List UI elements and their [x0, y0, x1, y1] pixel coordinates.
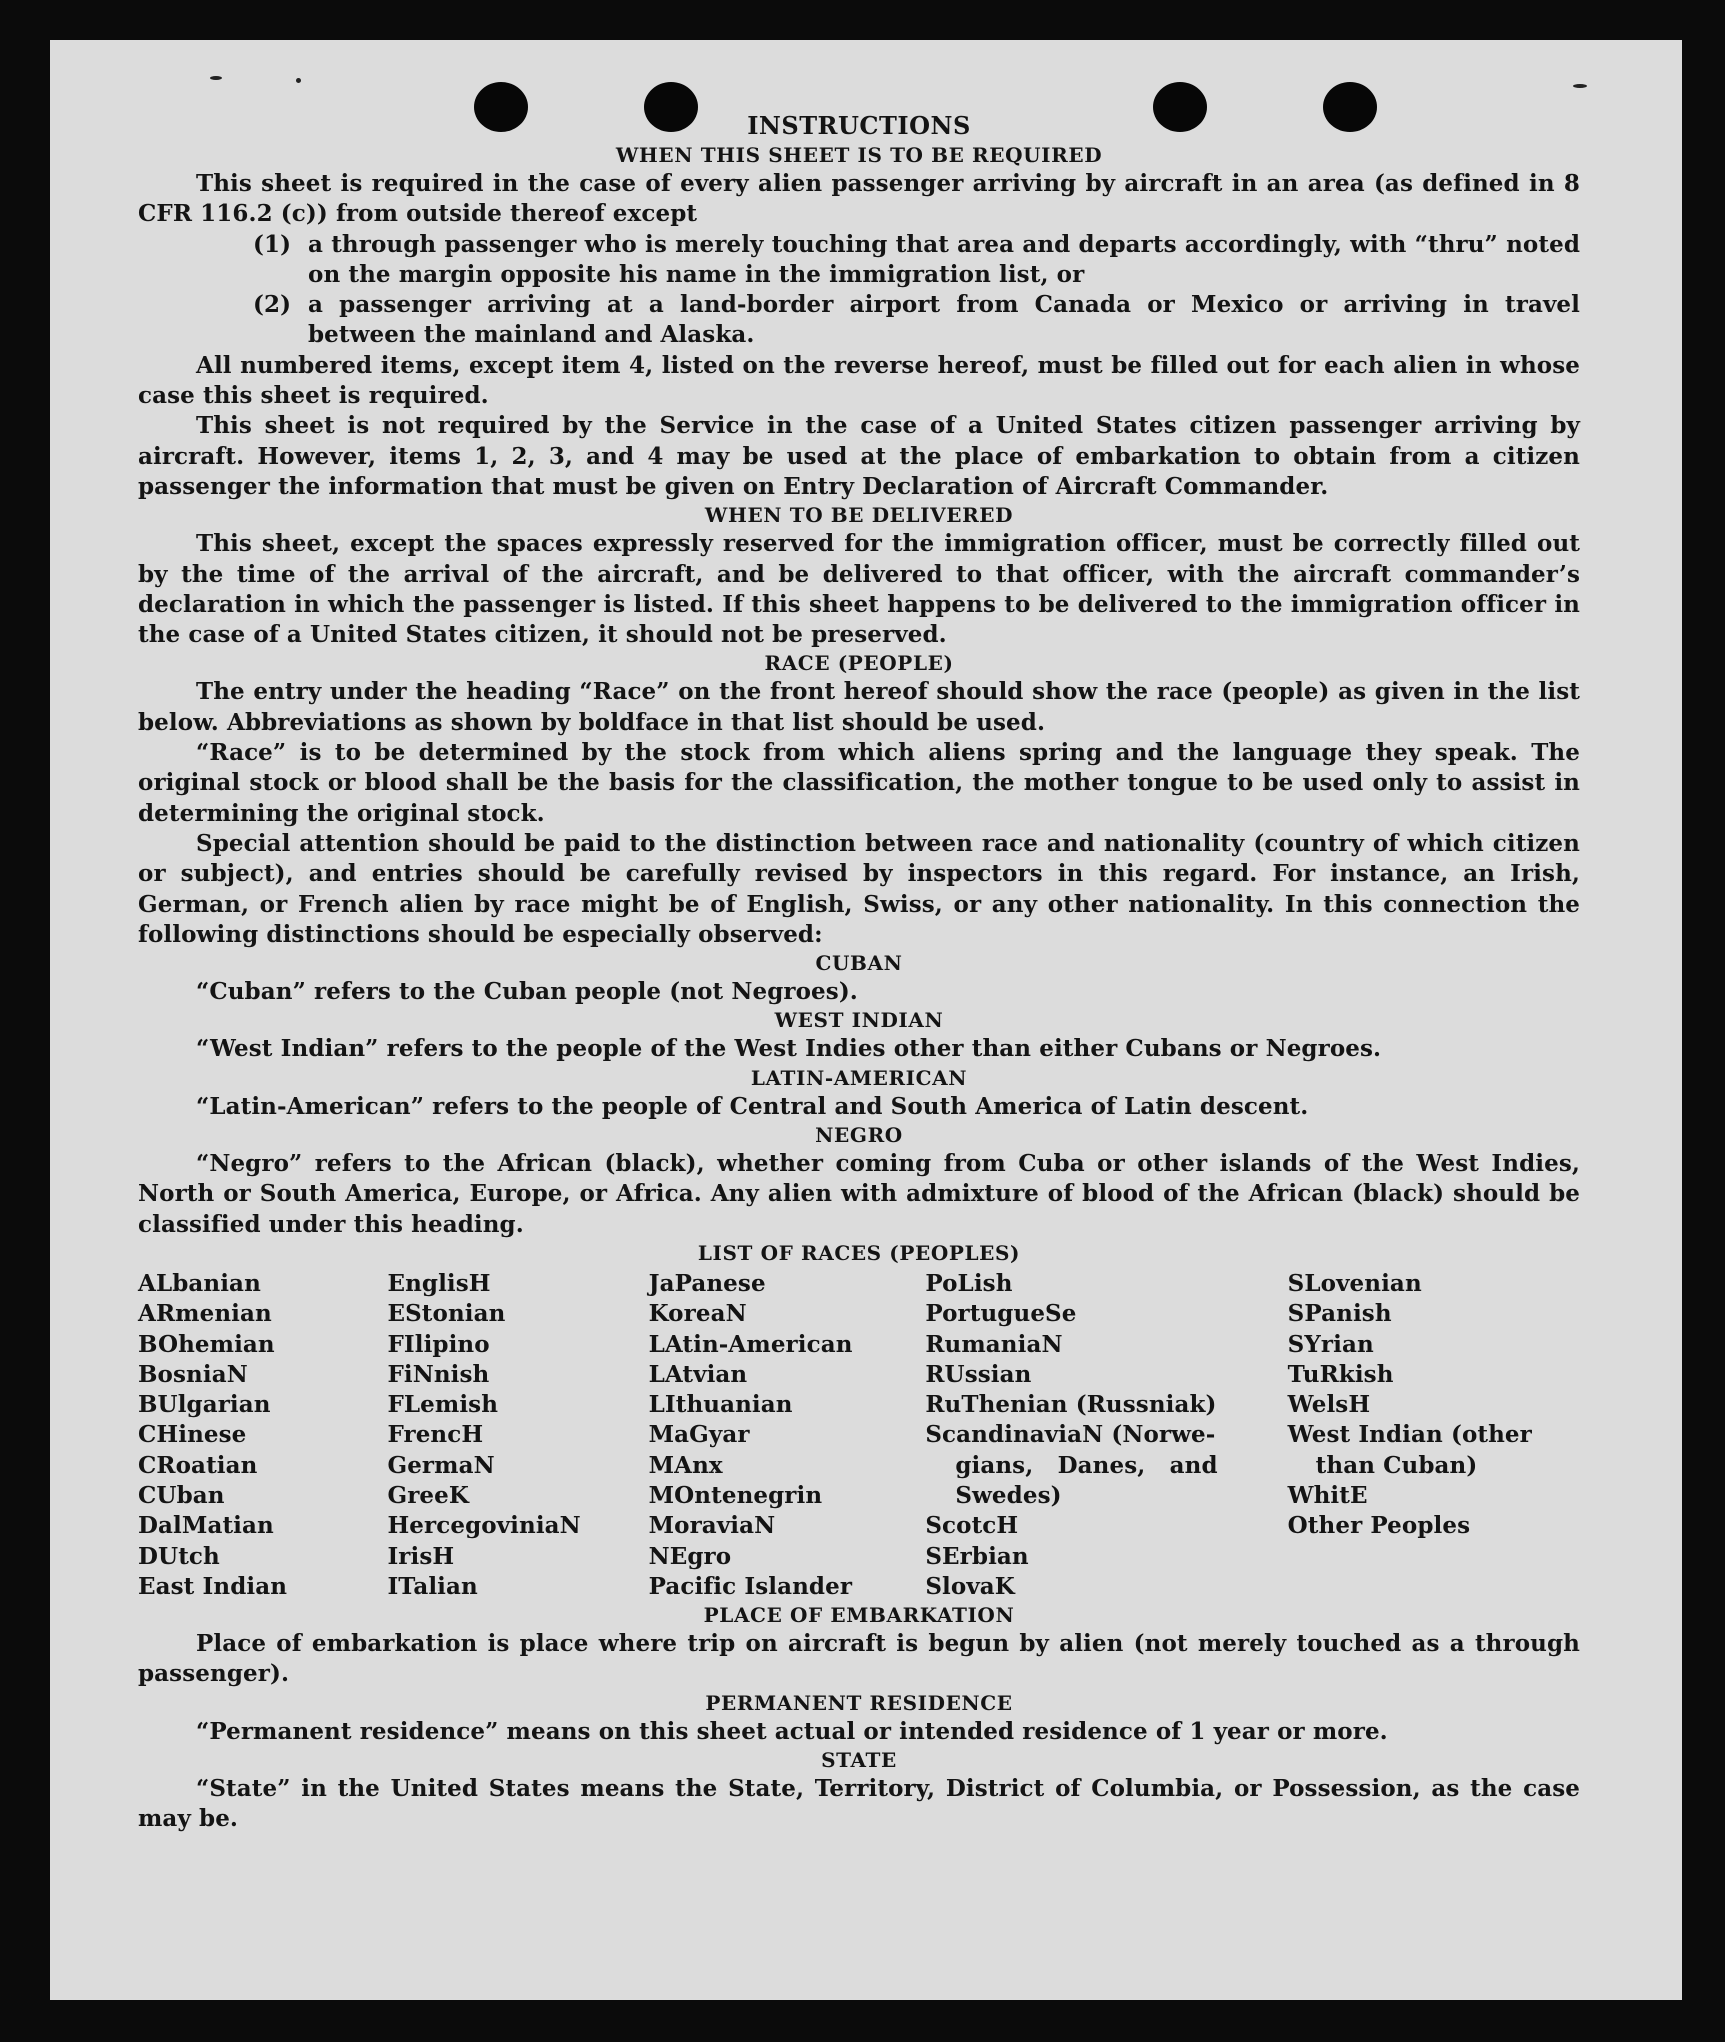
race-entry: WelsH [1287, 1391, 1371, 1419]
speck [210, 76, 222, 80]
race-entry: ITalian [387, 1572, 478, 1600]
race-entry: CRoatian [138, 1451, 258, 1479]
paragraph: “Latin-American” refers to the people of Central and South America of Latin descent. [196, 1092, 1309, 1120]
paragraph: Special attention should be paid to the distinction between race and nationality (country of which citizen or subject), and entries should be carefully revised by inspectors in this regard. For instance, an Irish, German, or French alien by race might be of English, Swiss, or any other nationality. In this connection the following distinctions should be especially observed: [138, 829, 1580, 948]
paragraph: “Cuban” refers to the Cuban people (not Negroes). [196, 978, 858, 1006]
race-entry: SPanish [1287, 1300, 1392, 1328]
race-entry: NEgro [648, 1542, 732, 1570]
race-column [925, 1269, 1217, 1602]
race-entry: EStonian [387, 1300, 506, 1328]
race-entry: EnglisH [387, 1269, 491, 1297]
race-entry: DalMatian [138, 1512, 274, 1540]
race-entry: WhitE [1287, 1481, 1368, 1509]
race-entry: CHinese [138, 1421, 247, 1449]
paragraph: “West Indian” refers to the people of the West Indies other than either Cubans or Negroes. [196, 1035, 1382, 1063]
document-page [50, 40, 1682, 2000]
race-entry: PoLish [925, 1269, 1013, 1297]
race-entry: SlovaK [925, 1572, 1015, 1600]
race-entry: MOntenegrin [648, 1481, 823, 1509]
race-entry: East Indian [138, 1572, 288, 1600]
race-entry: KoreaN [648, 1300, 747, 1328]
race-entry: ScandinaviaN (Norwe- [925, 1421, 1216, 1449]
race-entry: HercegoviniaN [387, 1512, 581, 1540]
heading-state: STATE [821, 1748, 897, 1773]
heading-latin-american: LATIN-AMERICAN [750, 1065, 968, 1090]
heading-place-of-embarkation: PLACE OF EMBARKATION [703, 1603, 1015, 1628]
item-text: a through passenger who is merely touching that area and departs accordingly, with “thru” noted on the margin opposite his name in the immigration list, or [308, 230, 1580, 288]
race-entry: ScotcH [925, 1512, 1019, 1540]
race-entry: DUtch [138, 1542, 220, 1570]
heading-when-delivered: WHEN TO BE DELIVERED [704, 503, 1014, 528]
paragraph: Place of embarkation is place where trip on aircraft is begun by alien (not merely touched as a through passenger). [138, 1630, 1580, 1688]
race-entry: BOhemian [138, 1330, 275, 1358]
heading-permanent-residence: PERMANENT RESIDENCE [705, 1690, 1013, 1715]
speck [1573, 84, 1587, 88]
race-entry: ALbanian [138, 1269, 261, 1297]
page-title: INSTRUCTIONS [747, 111, 971, 140]
race-entry: Pacific Islander [648, 1572, 853, 1600]
paragraph: “State” in the United States means the State, Territory, District of Columbia, or Possession, as the case may be. [138, 1775, 1580, 1833]
race-entry: BosniaN [138, 1360, 248, 1388]
race-entry: FiNnish [387, 1360, 490, 1388]
heading-cuban: CUBAN [815, 951, 903, 976]
race-entry: LIthuanian [648, 1391, 793, 1419]
race-entry: Other Peoples [1287, 1512, 1471, 1540]
race-entry: PortugueSe [925, 1300, 1077, 1328]
race-column [649, 1269, 926, 1602]
race-entry: MaGyar [648, 1421, 750, 1449]
race-entry: CUban [138, 1481, 225, 1509]
list-item [253, 230, 1580, 291]
race-entry: SErbian [925, 1542, 1029, 1570]
race-entry: FIlipino [387, 1330, 490, 1358]
race-entry: than Cuban) [1315, 1451, 1478, 1479]
race-entry: gians, Danes, and [955, 1451, 1218, 1479]
item-text: a passenger arriving at a land-border airport from Canada or Mexico or arriving in travel between the mainland and Alaska. [308, 291, 1580, 349]
heading-west-indian: WEST INDIAN [774, 1008, 944, 1033]
race-entry: RuThenian (Russniak) [925, 1391, 1217, 1419]
item-number: (1) [253, 230, 292, 258]
paragraph: All numbered items, except item 4, listed on the reverse hereof, must be filled out for each alien in whose case this sheet is required. [138, 351, 1580, 410]
race-entry: SYrian [1287, 1330, 1374, 1358]
race-entry: LAtin-American [648, 1330, 853, 1358]
race-entry: GreeK [387, 1481, 469, 1509]
race-entry: IrisH [387, 1542, 455, 1570]
race-entry: TuRkish [1287, 1360, 1394, 1388]
race-entry: Swedes) [955, 1481, 1062, 1509]
race-column [138, 1269, 387, 1602]
paragraph: “Permanent residence” means on this sheet actual or intended residence of 1 year or more. [196, 1717, 1388, 1745]
race-entry: MoraviaN [648, 1512, 776, 1540]
heading-negro: NEGRO [815, 1123, 903, 1148]
heading-list-of-races: LIST OF RACES (PEOPLES) [697, 1240, 1021, 1265]
paragraph: This sheet is required in the case of every alien passenger arriving by aircraft in an area (as defined in 8 CFR 116.2 (c)) from outside thereof except [138, 170, 1580, 228]
race-entry: GermaN [387, 1451, 495, 1479]
race-entry: JaPanese [648, 1269, 766, 1297]
heading-race: RACE (PEOPLE) [764, 651, 954, 676]
race-entry: MAnx [648, 1451, 723, 1479]
paragraph: The entry under the heading “Race” on the front hereof should show the race (people) as given in the list below. Abbreviations as shown by boldface in that list should be used. [138, 678, 1580, 736]
race-entry: RumaniaN [925, 1330, 1063, 1358]
races-table [138, 1269, 1580, 1602]
paragraph: “Race” is to be determined by the stock from which aliens spring and the language they speak. The original stock or blood shall be the basis for the classification, the mother tongue to be used only to assist in determining the original stock. [138, 739, 1580, 827]
list-item [253, 290, 1580, 351]
race-entry: BUlgarian [138, 1391, 271, 1419]
race-entry: West Indian (other [1287, 1421, 1532, 1449]
item-number: (2) [253, 291, 292, 319]
heading-when-required: WHEN THIS SHEET IS TO BE REQUIRED [615, 143, 1103, 167]
paragraph: “Negro” refers to the African (black), whether coming from Cuba or other islands of the West Indies, North or South America, Europe, or Africa. Any alien with admixture of blood of the African (black) should be classified under this heading. [138, 1150, 1580, 1238]
race-entry: RUssian [925, 1360, 1032, 1388]
race-column [1288, 1269, 1580, 1602]
paragraph: This sheet, except the spaces expressly reserved for the immigration officer, must be correctly filled out by the time of the arrival of the aircraft, and be delivered to that officer, with the aircraft commander’s declaration in which the passenger is listed. If this sheet happens to be delivered to the immigration officer in the case of a United States citizen, it should not be preserved. [138, 530, 1580, 649]
race-column [387, 1269, 648, 1602]
race-entry: FLemish [387, 1391, 499, 1419]
paragraph: This sheet is not required by the Service in the case of a United States citizen passenger arriving by aircraft. However, items 1, 2, 3, and 4 may be used at the place of embarkation to obtain from a citizen passenger the information that must be given on Entry Declaration of Aircraft Commander. [138, 412, 1580, 500]
speck [296, 78, 301, 83]
instructions-text [138, 110, 1580, 1835]
race-entry: FrencH [387, 1421, 484, 1449]
race-entry: ARmenian [138, 1300, 272, 1328]
race-entry: SLovenian [1287, 1269, 1422, 1297]
race-entry: LAtvian [648, 1360, 748, 1388]
